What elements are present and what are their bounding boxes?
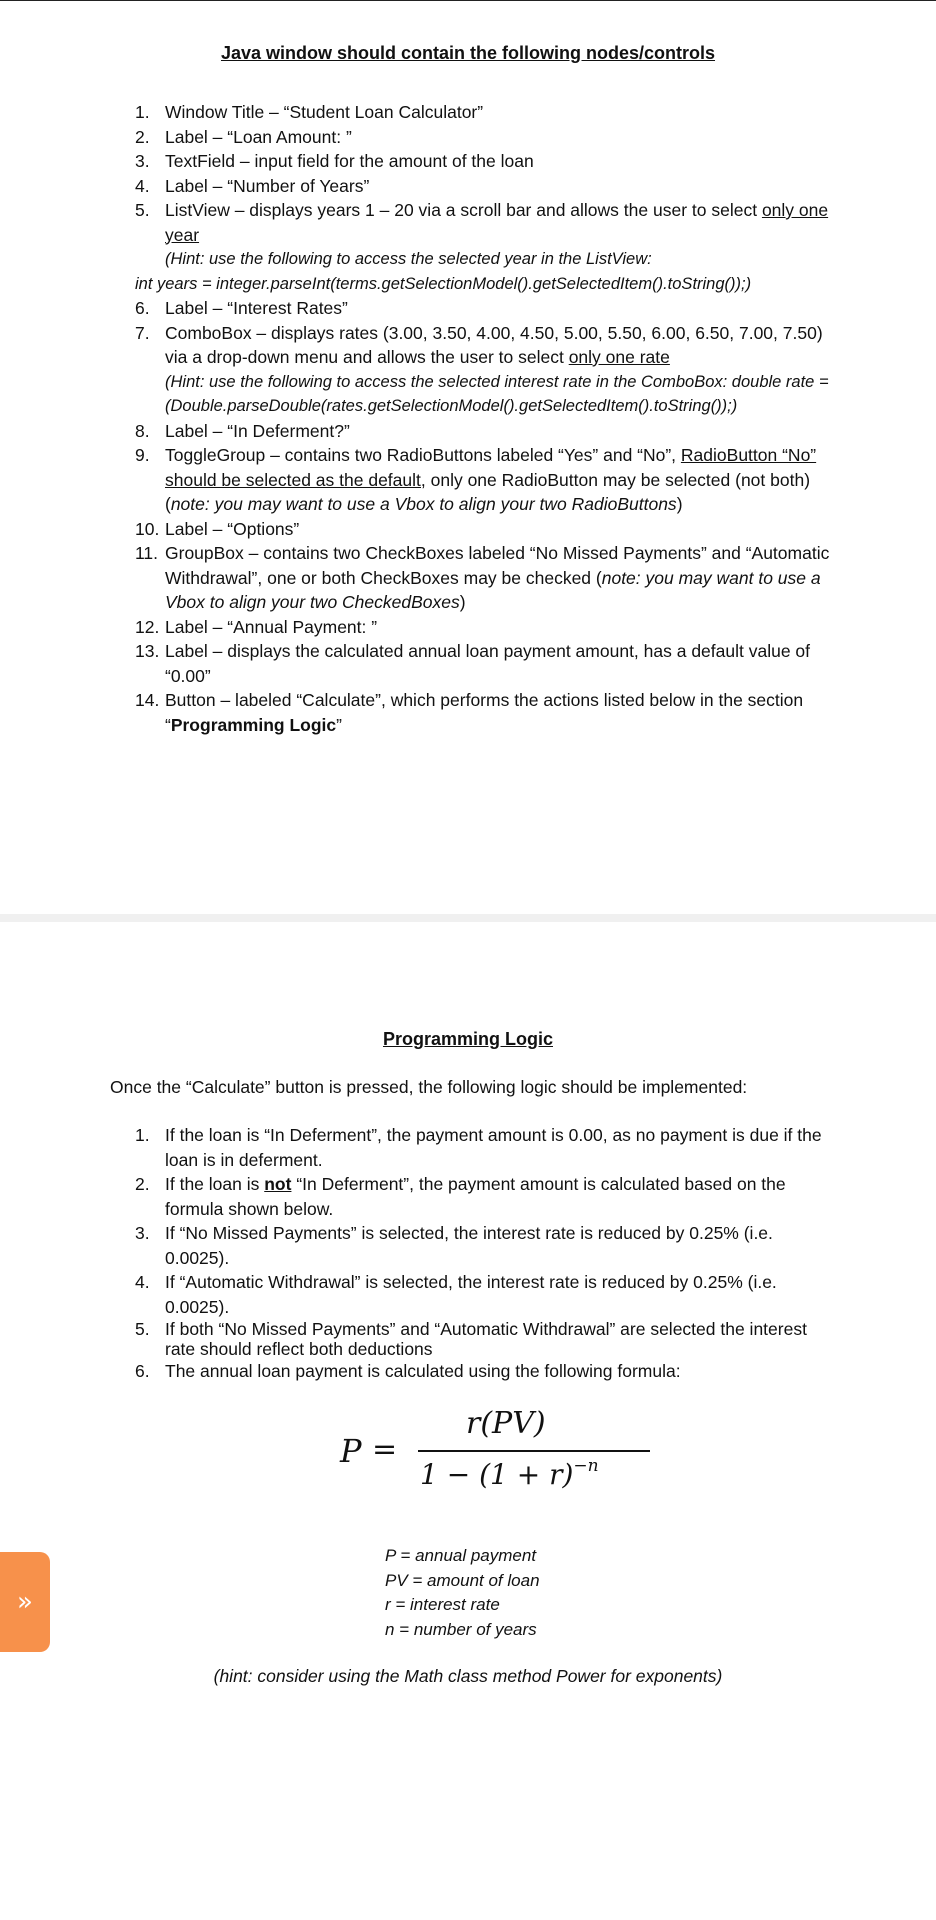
logic-intro: Once the “Calculate” button is pressed, the following logic should be implemented: (110, 1077, 748, 1097)
list-text: ComboBox – displays rates (3.00, 3.50, 4.00, 4.50, 5.00, 5.50, 6.00, 6.50, 7.00, 7.50) via a drop-down menu and allows the user to select (165, 322, 823, 367)
power-hint: (hint: consider using the Math class method Power for exponents) (213, 1666, 723, 1686)
list-item (135, 149, 835, 174)
list-text: Label – displays the calculated annual loan payment amount, has a default value of “0.00” (165, 641, 811, 686)
list-number: 10. (135, 518, 160, 539)
logic-list (135, 1123, 835, 1384)
list-number: 6. (135, 1361, 150, 1381)
list-number: 2. (135, 1174, 150, 1194)
list-number: 5. (135, 200, 150, 220)
list-item (135, 1221, 835, 1270)
list-item (135, 541, 835, 615)
denominator-base: 1 − (1 + r) (420, 1458, 574, 1491)
controls-heading: Java window should contain the following nodes/controls (220, 43, 716, 63)
list-number: 13. (135, 641, 160, 661)
list-item (135, 125, 835, 150)
list-number: 3. (135, 1223, 150, 1243)
formula-numerator: r(PV) (466, 1406, 546, 1441)
list-number: 7. (135, 322, 150, 343)
list-text: Label – “In Deferment?” (165, 420, 350, 441)
page-separator (0, 914, 936, 922)
list-number: 9. (135, 445, 150, 465)
list-text: Label – “Annual Payment: ” (165, 616, 378, 637)
list-text: Button – labeled “Calculate”, which performs the actions listed below in the section “ (165, 690, 804, 735)
list-text: If “Automatic Withdrawal” is selected, the interest rate is reduced by 0.25% (i.e. 0.0025). (165, 1272, 777, 1317)
list-text: Label – “Number of Years” (165, 175, 370, 196)
list-text: TextField – input field for the amount of the loan (165, 151, 534, 171)
list-text: ) (676, 494, 683, 514)
document-page-1 (0, 1, 936, 914)
variable-definitions (385, 1544, 540, 1642)
note-text: note: you may want to use a Vbox to align your two RadioButtons (170, 494, 677, 514)
list-item (135, 443, 835, 517)
fraction-bar (418, 1450, 650, 1452)
list-text: ” (336, 714, 342, 735)
list-item (135, 517, 835, 542)
list-number: 3. (135, 151, 150, 171)
list-text: If the loan is (165, 1174, 265, 1194)
list-item (135, 321, 835, 419)
list-text: ) (459, 592, 466, 612)
list-item (135, 198, 835, 296)
list-text: “In Deferment”, the payment amount is calculated based on the formula shown below. (165, 1174, 786, 1219)
list-item (135, 419, 835, 444)
underlined-text: only one rate (568, 347, 670, 367)
formula-denominator (420, 1456, 599, 1491)
list-text: Label – “Loan Amount: ” (165, 126, 352, 147)
underlined-text: only one year (165, 200, 829, 245)
variable-definition: n = number of years (385, 1619, 537, 1639)
list-item (135, 615, 835, 640)
payment-formula (330, 1406, 650, 1496)
list-item (135, 1270, 835, 1319)
variable-definition: PV = amount of loan (385, 1570, 540, 1590)
list-text: If “No Missed Payments” is selected, the interest rate is reduced by 0.25% (i.e. 0.0025). (165, 1223, 773, 1268)
note-text: note: you may want to use a Vbox to align your two CheckedBoxes (165, 567, 821, 612)
variable-definition: P = annual payment (385, 1546, 537, 1565)
list-text: Window Title – “Student Loan Calculator” (165, 102, 484, 122)
list-number: 4. (135, 1272, 150, 1292)
hint-text: (Hint: use the following to access the selected year in the ListView: (165, 250, 652, 268)
list-number: 14. (135, 690, 160, 710)
logic-heading: Programming Logic (382, 1029, 553, 1049)
list-number: 2. (135, 126, 150, 147)
list-number: 1. (135, 1125, 150, 1145)
list-text: Label – “Interest Rates” (165, 298, 348, 318)
list-number: 5. (135, 1319, 150, 1339)
list-text: If both “No Missed Payments” and “Automatic Withdrawal” are selected the interest rate should reflect both deductions (165, 1319, 807, 1359)
double-chevron-right-icon[interactable] (0, 1552, 50, 1652)
list-text: ToggleGroup – contains two RadioButtons labeled “Yes” and “No”, (165, 445, 681, 465)
formula-equals: = (372, 1432, 398, 1467)
bold-text: not (264, 1174, 292, 1194)
list-text: ListView – displays years 1 – 20 via a scroll bar and allows the user to select (165, 200, 762, 220)
list-text: Label – “Options” (165, 518, 300, 539)
list-number: 11. (135, 543, 159, 563)
list-item (135, 688, 835, 737)
hint-code: int years = integer.parseInt(terms.getSelectionModel().getSelectedItem().toString());) (135, 274, 752, 293)
list-item (135, 1319, 835, 1359)
list-number: 12. (135, 616, 160, 637)
controls-list (135, 100, 835, 737)
list-item (135, 296, 835, 321)
formula-exponent: −n (573, 1456, 599, 1476)
side-tab-glyph: » (17, 1587, 33, 1617)
list-text: The annual loan payment is calculated using the following formula: (165, 1361, 681, 1381)
hint-text: (Hint: use the following to access the selected interest rate in the ComboBox: double rate = (Double.parseDouble(rates.getSelectionModel().getSelectedItem().toString());) (165, 372, 829, 415)
list-number: 4. (135, 175, 150, 196)
underlined-text: RadioButton “No” should be selected as the default, (165, 445, 817, 490)
list-text: GroupBox – contains two CheckBoxes labeled “No Missed Payments” and “Automatic Withdrawal”, one or both CheckBoxes may be checked ( (165, 543, 830, 588)
bold-text: Programming Logic (170, 714, 337, 735)
list-text: only one RadioButton may be selected (not both) ( (165, 469, 811, 514)
list-item (135, 100, 835, 125)
variable-definition: r = interest rate (385, 1595, 500, 1614)
list-number: 1. (135, 102, 150, 122)
list-number: 6. (135, 298, 150, 318)
formula-lhs: P (340, 1432, 362, 1470)
list-text: If the loan is “In Deferment”, the payment amount is 0.00, as no payment is due if the loan is in deferment. (165, 1125, 822, 1170)
list-number: 8. (135, 420, 150, 441)
list-item (135, 174, 835, 199)
list-item (135, 1359, 835, 1384)
list-item (135, 1123, 835, 1172)
list-item (135, 1172, 835, 1221)
document-page-2 (0, 922, 936, 1920)
list-item (135, 639, 835, 688)
